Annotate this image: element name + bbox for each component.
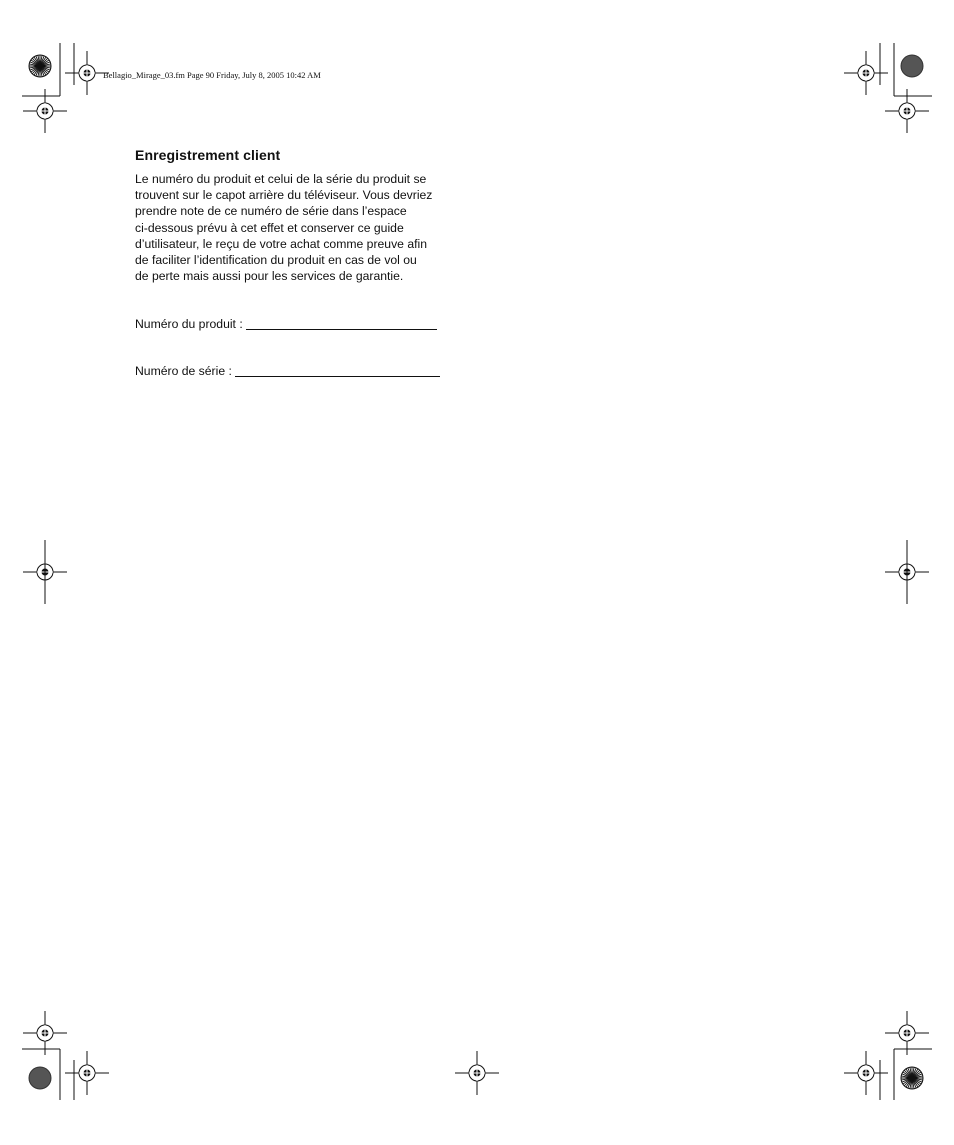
registration-mark-icon: [23, 1011, 67, 1055]
paragraph-line: ci-dessous prévu à cet effet et conserver ce guide: [135, 220, 404, 235]
registration-mark-icon: [844, 1051, 888, 1095]
star-target-icon: [29, 55, 51, 77]
color-target-icon: [29, 1067, 51, 1089]
paragraph-line: de faciliter l’identification du produit en cas de vol ou: [135, 253, 417, 268]
paragraph-line: de perte mais aussi pour les services de garantie.: [135, 269, 404, 284]
star-target-icon: [901, 1067, 923, 1089]
registration-mark-icon: [844, 51, 888, 95]
paragraph-line: trouvent sur le capot arrière du téléviseur. Vous devriez: [135, 188, 433, 203]
section-title: Enregistrement client: [135, 147, 281, 163]
product-number-label: Numéro du produit :: [135, 317, 243, 331]
product-number-field: [135, 315, 437, 331]
registration-mark-icon: [885, 1011, 929, 1055]
paragraph-line: d’utilisateur, le reçu de votre achat comme preuve afin: [135, 236, 427, 251]
serial-number-field: [135, 362, 440, 378]
registration-mark-icon: [455, 1051, 499, 1095]
paragraph-line: Le numéro du produit et celui de la série du produit se: [135, 172, 427, 186]
file-header-stamp: Bellagio_Mirage_03.fm Page 90 Friday, July 8, 2005 10:42 AM: [103, 70, 321, 80]
serial-number-label: Numéro de série :: [135, 364, 232, 378]
serial-number-blank: [235, 364, 440, 377]
section-paragraph: [135, 171, 455, 284]
color-target-icon: [901, 55, 923, 77]
customer-registration-section: [135, 147, 455, 284]
paragraph-line: prendre note de ce numéro de série dans l’espace: [135, 204, 407, 219]
registration-mark-icon: [65, 1051, 109, 1095]
product-number-blank: [246, 317, 437, 330]
